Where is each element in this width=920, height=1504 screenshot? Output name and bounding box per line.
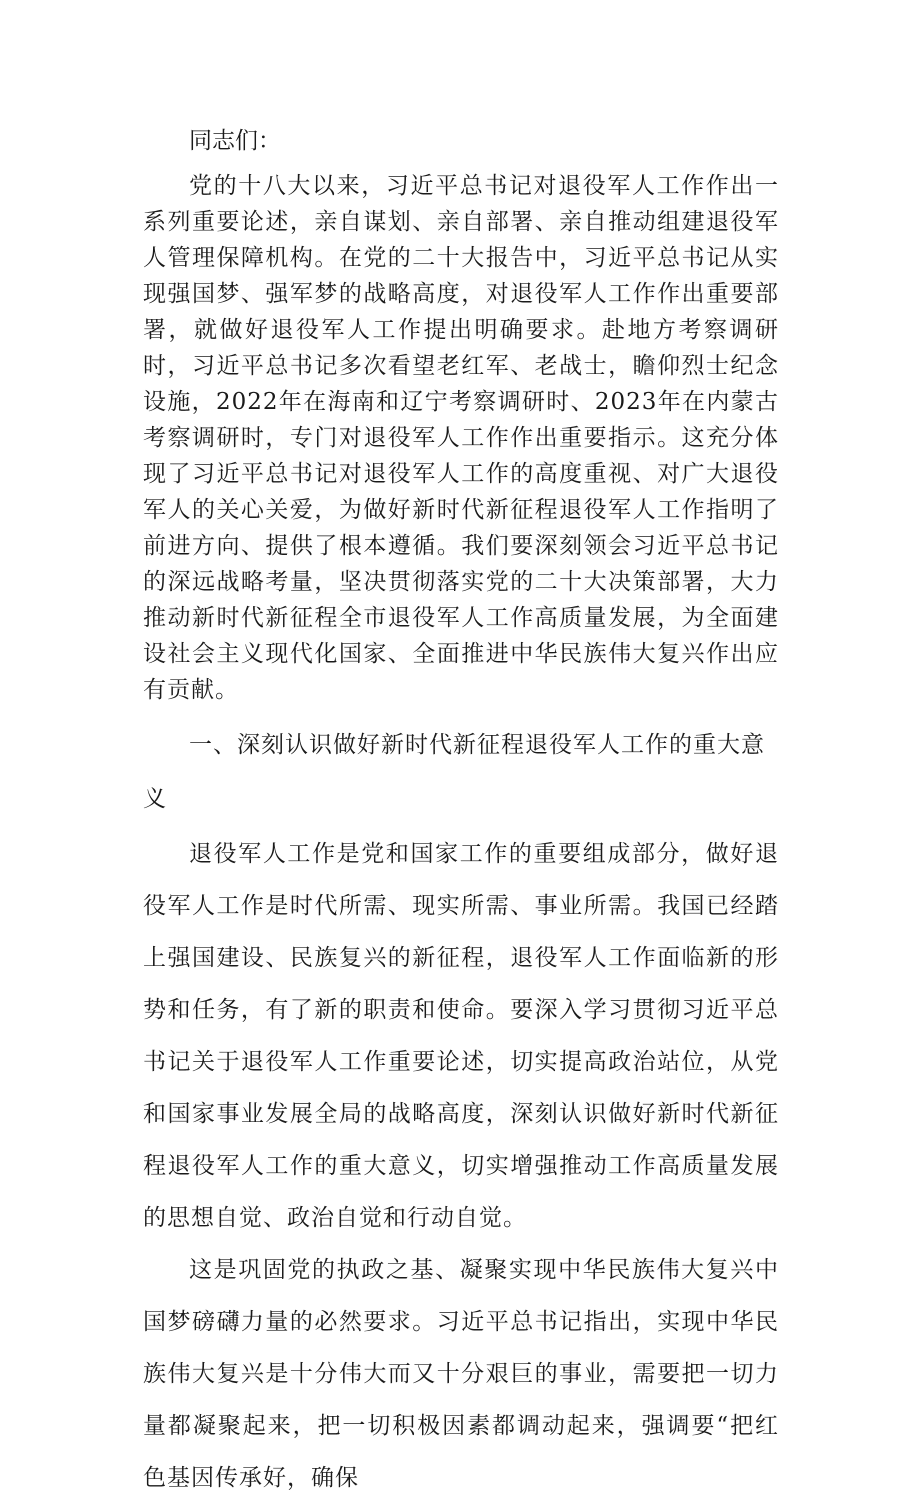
greeting: 同志们：: [189, 128, 281, 154]
intro-paragraph: 党的十八大以来，习近平总书记对退役军人工作作出一系列重要论述，亲自谋划、亲自部署、亲自推动组建退役军人管理保障机构。在党的二十大报告中，习近平总书记从实现强国梦、强军梦的战略高度，对退役军人工作作出重要部署，就做好退役军人工作提出明确要求。赴地方考察调研时，习近平总书记多次看望老红军、老战士，瞻仰烈士纪念设施，2022年在海南和辽宁考察调研时、2023年在内蒙古考察调研时，专门对退役军人工作作出重要指示。这充分体现了习近平总书记对退役军人工作的高度重视、对广大退役军人的关心关爱，为做好新时代新征程退役军人工作指明了前进方向、提供了根本遵循。我们要深刻领会习近平总书记的深远战略考量，坚决贯彻落实党的二十大决策部署，大力推动新时代新征程全市退役军人工作高质量发展，为全面建设社会主义现代化国家、全面推进中华民族伟大复兴作出应有贡献。: [143, 173, 779, 703]
document-body: [143, 114, 779, 1504]
body-paragraph-1: 退役军人工作是党和国家工作的重要组成部分，做好退役军人工作是时代所需、现实所需、事业所需。我国已经踏上强国建设、民族复兴的新征程，退役军人工作面临新的形势和任务，有了新的职责和使命。要深入学习贯彻习近平总书记关于退役军人工作重要论述，切实提高政治站位，从党和国家事业发展全局的战略高度，深刻认识做好新时代新征程退役军人工作的重大意义，切实增强推动工作高质量发展的思想自觉、政治自觉和行动自觉。: [143, 841, 779, 1231]
section-heading: 一、深刻认识做好新时代新征程退役军人工作的重大意义: [143, 732, 765, 812]
body-paragraph-2: 这是巩固党的执政之基、凝聚实现中华民族伟大复兴中国梦磅礴力量的必然要求。习近平总书记指出，实现中华民族伟大复兴是十分伟大而又十分艰巨的事业，需要把一切力量都凝聚起来，把一切积极因素都调动起来，强调要“把红色基因传承好，确保: [143, 1257, 779, 1491]
